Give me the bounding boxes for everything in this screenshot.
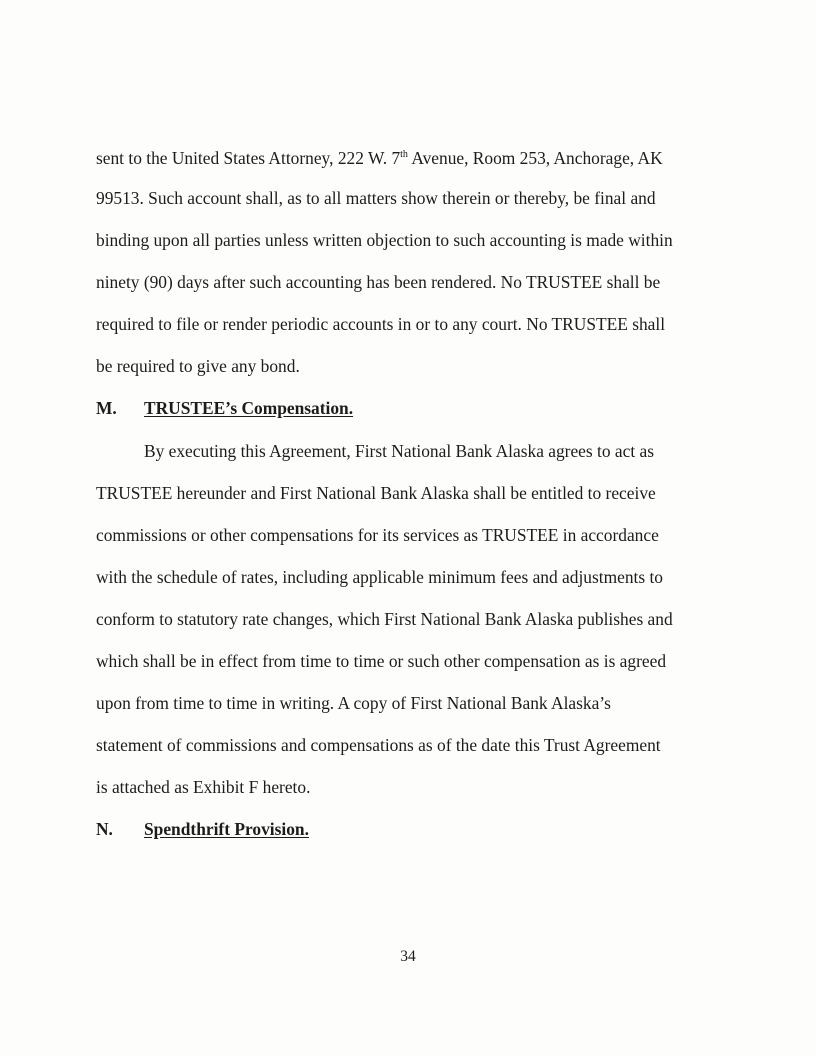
ordinal-superscript: th <box>400 149 408 160</box>
body-text-line: required to file or render periodic accounts in or to any court. No TRUSTEE shall <box>96 314 666 334</box>
section-title: TRUSTEE’s Compensation. <box>144 398 354 418</box>
body-text-line: with the schedule of rates, including applicable minimum fees and adjustments to <box>96 567 663 587</box>
body-text-line <box>96 150 663 167</box>
page-number: 34 <box>400 948 416 965</box>
body-text-line: ninety (90) days after such accounting has been rendered. No TRUSTEE shall be <box>96 272 661 292</box>
body-text-line: upon from time to time in writing. A copy of First National Bank Alaska’s <box>96 693 611 713</box>
body-text-line: 99513. Such account shall, as to all matters show therein or thereby, be final and <box>96 188 656 208</box>
text-fragment: sent to the United States Attorney, 222 W. 7 <box>96 148 401 168</box>
body-text-line: which shall be in effect from time to time or such other compensation as is agreed <box>96 651 667 671</box>
section-letter: N. <box>96 819 113 839</box>
section-heading-n <box>96 821 309 838</box>
body-text-line: TRUSTEE hereunder and First National Bank Alaska shall be entitled to receive <box>96 483 656 503</box>
body-text-line: be required to give any bond. <box>96 356 300 376</box>
body-text-line: is attached as Exhibit F hereto. <box>96 777 311 797</box>
section-title: Spendthrift Provision. <box>144 819 309 839</box>
body-text-line: By executing this Agreement, First National Bank Alaska agrees to act as <box>144 441 654 461</box>
body-text-line: binding upon all parties unless written objection to such accounting is made within <box>96 230 673 250</box>
section-letter: M. <box>96 398 117 418</box>
body-text-line: commissions or other compensations for its services as TRUSTEE in accordance <box>96 525 659 545</box>
body-text-line: conform to statutory rate changes, which First National Bank Alaska publishes and <box>96 609 673 629</box>
section-heading-m <box>96 400 353 417</box>
text-fragment: Avenue, Room 253, Anchorage, AK <box>407 148 663 168</box>
body-text-line: statement of commissions and compensations as of the date this Trust Agreement <box>96 735 661 755</box>
